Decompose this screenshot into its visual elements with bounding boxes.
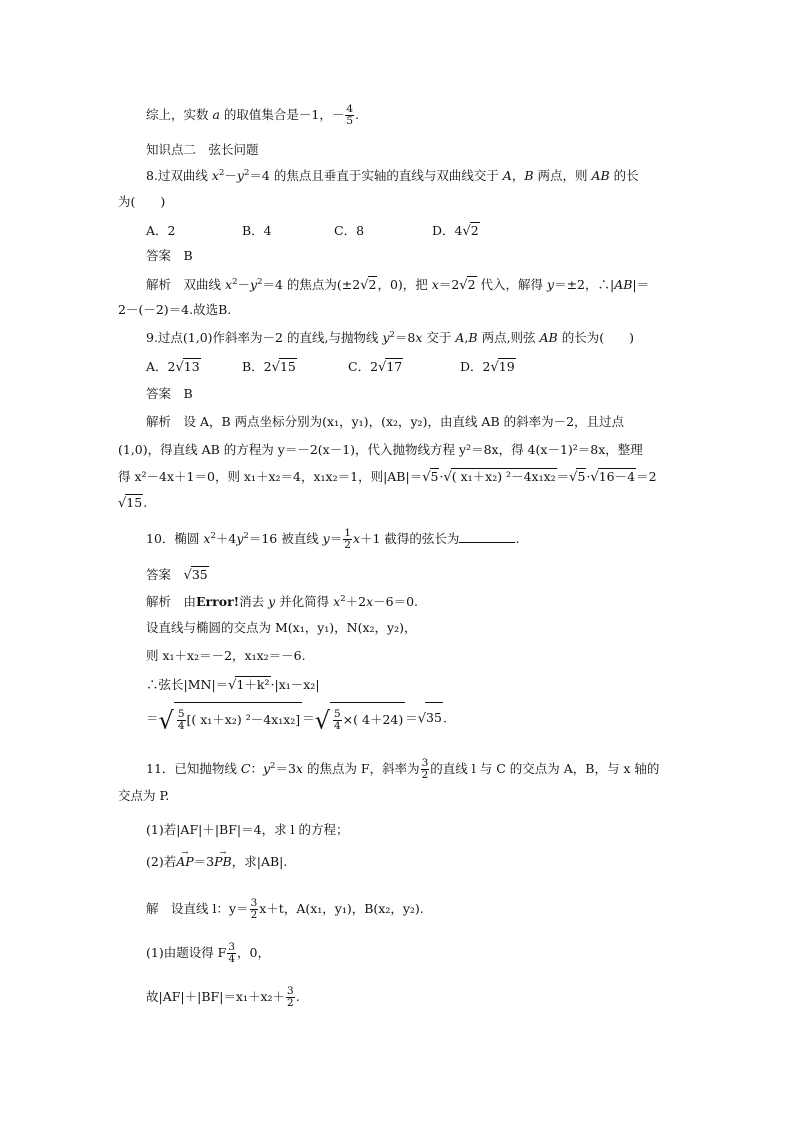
question-10-answer: 答案 √35	[146, 567, 208, 583]
option-a: A．2√13	[146, 359, 200, 375]
question-10-analysis-1: 解析 由Error!消去 y 并化简得 $x^2+2x-6=0$.	[146, 593, 419, 609]
question-8: 8.过双曲线 $x^2-y^2=4$ 的焦点且垂直于实轴的直线与双曲线交于 A，B 两点，则 AB 的长	[146, 167, 639, 183]
question-9-analysis-1: 解析 设 A，B 两点坐标分别为(x₁，y₁)，(x₂，y₂)，由直线 AB 的斜率为－2，且过点	[146, 414, 625, 429]
question-9-analysis-4: √15.	[118, 495, 148, 511]
question-10-analysis-4: ∴弦长|MN|＝√1＋k²·|x₁－x₂|	[146, 677, 320, 693]
question-10-analysis-2: 设直线与椭圆的交点为 M(x₁，y₁)，N(x₂，y₂)，	[146, 620, 417, 635]
option-d: D．4√2	[432, 223, 479, 239]
solution-part-1: (1)由题设得 F $\frac{3}{4}$ ，0，	[146, 941, 270, 965]
question-8-options	[146, 222, 480, 240]
option-d: D．2√19	[460, 359, 515, 375]
option-a: A．2	[146, 223, 176, 238]
answer-blank	[459, 530, 515, 543]
question-9-analysis-3: 得 x²－4x＋1＝0，则 x₁＋x₂＝4，x₁x₂＝1，则|AB|＝√5·√( x₁＋x₂) ²－4x₁x₂＝√5·√16－4＝2	[118, 469, 657, 485]
question-8-analysis-cont: 2－(－2)＝4.故选B.	[118, 302, 232, 317]
question-11-part-2: (2)若→ AP＝3→ PB，求|AB|.	[146, 854, 287, 870]
question-9: 9.过点(1,0)作斜率为－2 的直线,与抛物线 $y^2=8x$ 交于 A,B 两点,则弦 AB 的长为( )	[146, 329, 634, 345]
option-c: C．8	[334, 223, 365, 238]
option-b: B．4	[242, 223, 272, 238]
question-8-cont: 为( )	[118, 194, 166, 209]
section-title: 知识点二 弦长问题	[146, 142, 259, 157]
question-9-analysis-2: (1,0)，得直线 AB 的方程为 y＝－2(x－1)，代入抛物线方程 y²＝8x，得 4(x－1)²＝8x，整理	[118, 442, 643, 457]
solution-intro: 解 设直线 l：y＝ $\frac{3}{2}$ x＋t，A(x₁，y₁)，B(x₂，y₂).	[146, 897, 424, 921]
question-11-part-1: (1)若|AF|＋|BF|＝4，求 l 的方程；	[146, 822, 349, 837]
question-8-analysis: 解析 双曲线 $x^2-y^2=4$ 的焦点为(±2√2，0)，把 x＝2√2 代入，解得 y＝±2，∴|AB|＝	[146, 276, 650, 293]
option-b: B．2√15	[242, 359, 296, 375]
question-10-analysis-3: 则 x₁＋x₂＝－2，x₁x₂＝－6.	[146, 648, 306, 663]
question-8-answer: 答案 B	[146, 248, 193, 263]
summary-mid: 的取值集合是－1，－	[219, 107, 345, 122]
question-11-cont: 交点为 P.	[118, 788, 170, 803]
question-10: 10．椭圆 $x^2+4y^2=16$ 被直线 y＝ $\frac{1}{2}$ x＋1 截得的弦长为 .	[146, 527, 520, 551]
solution-part-1-cont: 故|AF|＋|BF|＝x₁＋x₂＋ $\frac{3}{2}$ .	[146, 985, 300, 1009]
summary-prefix: 综上，实数	[146, 107, 213, 122]
question-10-analysis-5: ＝√ $\frac{5}{4}$ [( x₁＋x₂) ²－4x₁x₂] ＝√ $\frac{5}{4}$ ×( 4＋24) ＝√35.	[146, 702, 447, 736]
summary-line: 综上，实数 a 的取值集合是－1，－ $\frac{4}{5}$ .	[146, 103, 360, 127]
question-9-options	[146, 358, 516, 376]
summary-fraction: $\frac{4}{5}$	[346, 103, 354, 127]
option-c: C．2√17	[348, 359, 403, 375]
question-9-answer: 答案 B	[146, 386, 193, 401]
question-11: 11．已知抛物线 C：$y^2=3x$ 的焦点为 F，斜率为 $\frac{3}{2}$ 的直线 l 与 C 的交点为 A，B，与 x 轴的	[146, 757, 660, 781]
